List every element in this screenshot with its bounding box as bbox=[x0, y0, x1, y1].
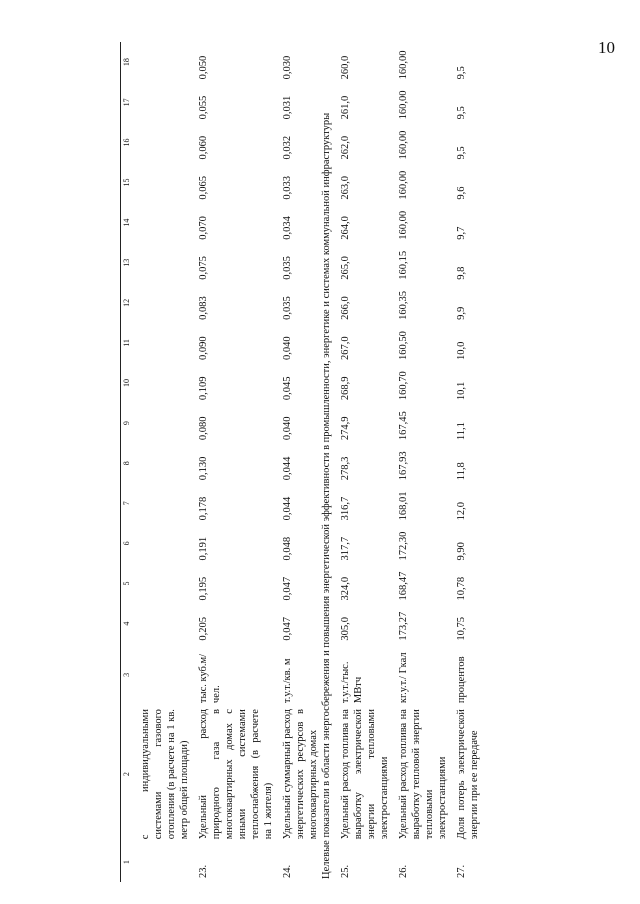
value-cell: 0,083 bbox=[198, 296, 209, 320]
column-header: 11 bbox=[122, 339, 131, 347]
row-number: 27. bbox=[456, 864, 467, 878]
column-header: 4 bbox=[122, 621, 131, 626]
value-cell: 172,30 bbox=[398, 531, 409, 561]
value-cell: 0,178 bbox=[198, 496, 209, 521]
value-cell: 160,00 bbox=[398, 50, 409, 80]
indicator-name: с индивидуальными системами газового отопления (в расчете на 1 кв. метр общей площади) bbox=[140, 709, 190, 840]
value-cell: 12,0 bbox=[456, 501, 467, 521]
value-cell: 0,048 bbox=[282, 536, 293, 561]
column-header: 14 bbox=[122, 218, 131, 227]
value-cell: 261,0 bbox=[340, 95, 351, 120]
value-cell: 160,00 bbox=[398, 90, 409, 120]
indicator-name: Доля потерь электрической энергии при ее передаче bbox=[456, 709, 480, 840]
value-cell: 265,0 bbox=[340, 256, 351, 280]
row-number: 25. bbox=[340, 864, 351, 878]
value-cell: 317,7 bbox=[340, 536, 351, 561]
value-cell: 0,030 bbox=[282, 55, 293, 80]
value-cell: 274,9 bbox=[340, 416, 351, 441]
value-cell: 0,060 bbox=[198, 135, 209, 160]
column-header: 9 bbox=[122, 421, 131, 426]
row-number: 24. bbox=[282, 864, 293, 878]
column-header: 3 bbox=[122, 672, 131, 677]
value-cell: 160,50 bbox=[398, 331, 409, 360]
column-header: 18 bbox=[122, 58, 131, 67]
unit: т.у.т./кв. м bbox=[282, 658, 293, 704]
value-cell: 168,47 bbox=[398, 571, 409, 601]
value-cell: 278,3 bbox=[340, 456, 351, 481]
value-cell bbox=[133, 243, 191, 283]
column-header: 7 bbox=[122, 501, 131, 506]
row-number: 23. bbox=[198, 864, 209, 878]
value-cell: 160,00 bbox=[398, 170, 409, 200]
value-cell: 0,050 bbox=[198, 55, 209, 80]
value-cell bbox=[133, 283, 191, 323]
value-cell: 9,5 bbox=[456, 106, 467, 120]
value-cell: 0,044 bbox=[282, 496, 293, 521]
value-cell bbox=[133, 403, 191, 443]
value-cell: 263,0 bbox=[340, 175, 351, 200]
table-row bbox=[275, 42, 320, 882]
value-cell bbox=[133, 604, 191, 644]
value-cell bbox=[133, 483, 191, 523]
column-header: 10 bbox=[122, 379, 131, 388]
value-cell: 260,0 bbox=[340, 55, 351, 80]
value-cell: 160,15 bbox=[398, 250, 409, 280]
value-cell bbox=[133, 82, 191, 122]
table-row bbox=[191, 42, 275, 882]
value-cell: 168,01 bbox=[398, 491, 409, 521]
value-cell: 160,00 bbox=[398, 210, 409, 240]
row-number: 26. bbox=[398, 864, 409, 878]
page-number: 10 bbox=[598, 38, 615, 57]
value-cell: 267,0 bbox=[340, 336, 351, 360]
value-cell: 0,047 bbox=[282, 617, 293, 641]
value-cell: 268,9 bbox=[340, 376, 351, 401]
column-header: 6 bbox=[122, 541, 131, 546]
column-header: 2 bbox=[122, 772, 131, 777]
value-cell: 0,032 bbox=[282, 135, 293, 160]
indicator-name: Удельный суммарный расход энергетических ресурсов в многоквартирных домах bbox=[282, 709, 319, 840]
value-cell: 11,8 bbox=[456, 462, 467, 481]
value-cell: 0,075 bbox=[198, 256, 209, 280]
value-cell bbox=[133, 523, 191, 563]
value-cell: 316,7 bbox=[340, 496, 351, 521]
value-cell: 0,044 bbox=[282, 456, 293, 481]
unit: т.у.т./тыс. МВтч bbox=[340, 661, 364, 704]
value-cell: 10,78 bbox=[456, 576, 467, 601]
value-cell: 0,031 bbox=[282, 95, 293, 120]
value-cell: 0,205 bbox=[198, 617, 209, 641]
value-cell: 160,35 bbox=[398, 291, 409, 320]
value-cell: 10,75 bbox=[456, 617, 467, 641]
value-cell: 0,090 bbox=[198, 336, 209, 360]
value-cell bbox=[133, 122, 191, 162]
column-header: 5 bbox=[122, 581, 131, 586]
value-cell: 0,033 bbox=[282, 175, 293, 200]
value-cell: 0,065 bbox=[198, 175, 209, 200]
value-cell: 0,040 bbox=[282, 336, 293, 360]
value-cell: 9,9 bbox=[456, 306, 467, 320]
value-cell: 167,93 bbox=[398, 451, 409, 481]
row-number bbox=[133, 842, 191, 882]
value-cell bbox=[133, 42, 191, 82]
value-cell: 0,109 bbox=[198, 376, 209, 401]
table-row bbox=[391, 42, 449, 882]
column-header: 1 bbox=[122, 860, 131, 865]
value-cell: 266,0 bbox=[340, 296, 351, 320]
value-cell bbox=[133, 323, 191, 363]
value-cell: 10,1 bbox=[456, 381, 467, 401]
unit bbox=[133, 644, 191, 706]
indicators-table bbox=[120, 42, 481, 882]
table-row bbox=[449, 42, 481, 882]
column-header: 12 bbox=[122, 298, 131, 307]
value-cell: 0,040 bbox=[282, 416, 293, 441]
column-header: 8 bbox=[122, 461, 131, 466]
section-row bbox=[320, 42, 333, 882]
value-cell bbox=[133, 163, 191, 203]
value-cell: 0,191 bbox=[198, 536, 209, 561]
value-cell: 0,070 bbox=[198, 216, 209, 240]
value-cell: 173,27 bbox=[398, 611, 409, 641]
value-cell: 0,080 bbox=[198, 416, 209, 441]
column-header: 13 bbox=[122, 258, 131, 267]
value-cell: 0,035 bbox=[282, 296, 293, 320]
value-cell: 0,047 bbox=[282, 576, 293, 601]
value-cell: 264,0 bbox=[340, 216, 351, 240]
value-cell bbox=[133, 203, 191, 243]
column-header: 16 bbox=[122, 138, 131, 147]
value-cell: 11,1 bbox=[456, 422, 467, 441]
table-row bbox=[333, 42, 391, 882]
indicator-name: Удельный расход топлива на выработку тепловой энергии тепловыми электростанциями bbox=[398, 709, 448, 840]
indicator-name: Удельный расход топлива на выработку электрической энергии тепловыми электростанциями bbox=[340, 709, 390, 840]
value-cell: 0,035 bbox=[282, 256, 293, 280]
value-cell bbox=[133, 563, 191, 603]
value-cell: 9,5 bbox=[456, 66, 467, 80]
table-row bbox=[133, 42, 191, 882]
value-cell bbox=[133, 443, 191, 483]
value-cell: 0,130 bbox=[198, 456, 209, 481]
value-cell bbox=[133, 363, 191, 403]
indicator-name: Удельный расход природного газа в многоквартирных домах с иными системами теплоснабжения (в расчете на 1 жителя) bbox=[198, 709, 274, 840]
value-cell: 160,00 bbox=[398, 130, 409, 160]
value-cell: 0,045 bbox=[282, 376, 293, 401]
value-cell: 305,0 bbox=[340, 617, 351, 641]
value-cell: 160,70 bbox=[398, 371, 409, 401]
value-cell: 9,6 bbox=[456, 186, 467, 200]
section-title: Целевые показатели в области энергосбережения и повышения энергетической эффективности в промышленности, энергетике и системах коммунальной инфраструктуры bbox=[321, 112, 332, 879]
column-number-row bbox=[121, 42, 134, 882]
value-cell: 0,195 bbox=[198, 576, 209, 601]
value-cell: 0,055 bbox=[198, 95, 209, 120]
unit: тыс. куб.м/ чел. bbox=[198, 653, 222, 704]
rotated-page bbox=[120, 42, 630, 882]
unit: процентов bbox=[456, 656, 467, 704]
column-header: 15 bbox=[122, 178, 131, 187]
value-cell: 9,5 bbox=[456, 146, 467, 160]
value-cell: 324,0 bbox=[340, 576, 351, 601]
value-cell: 167,45 bbox=[398, 411, 409, 441]
unit: кг.у.т./ Гкал bbox=[398, 652, 409, 704]
value-cell: 9,7 bbox=[456, 226, 467, 240]
value-cell: 262,0 bbox=[340, 135, 351, 160]
value-cell: 9,8 bbox=[456, 266, 467, 280]
value-cell: 10,0 bbox=[456, 341, 467, 360]
column-header: 17 bbox=[122, 98, 131, 107]
value-cell: 0,034 bbox=[282, 216, 293, 240]
value-cell: 9,90 bbox=[456, 542, 467, 561]
